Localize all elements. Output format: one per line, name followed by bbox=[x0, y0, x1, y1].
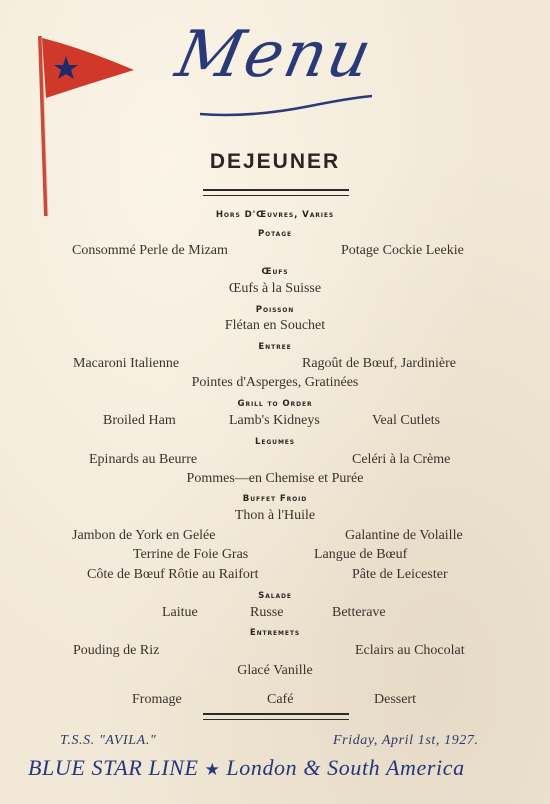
menu-item: Café bbox=[267, 692, 294, 707]
menu-item: Glacé Vanille bbox=[237, 663, 313, 678]
menu-title: Menu bbox=[169, 18, 380, 92]
menu-item: Thon à l'Huile bbox=[234, 508, 316, 523]
title-flourish bbox=[190, 92, 380, 122]
company-line bbox=[28, 755, 538, 781]
menu-item: Eclairs au Chocolat bbox=[355, 643, 465, 658]
menu-item: Fromage bbox=[132, 692, 182, 707]
menu-item: Flétan en Souchet bbox=[224, 318, 326, 333]
menu-item: Galantine de Volaille bbox=[345, 528, 463, 543]
menu-item: Celéri à la Crème bbox=[352, 452, 451, 467]
menu-item: Veal Cutlets bbox=[372, 413, 441, 428]
meal-heading: DEJEUNER bbox=[209, 150, 341, 173]
menu-item: Pommes—en Chemise et Purée bbox=[186, 471, 364, 486]
menu-item: Russe bbox=[250, 605, 284, 620]
menu-item: Pouding de Riz bbox=[73, 643, 160, 658]
ship-name: T.S.S. "AVILA." bbox=[60, 733, 157, 748]
section-entree: Entree bbox=[258, 342, 292, 352]
section-hors-doeuvres: Hors D'Œuvres, Varies bbox=[215, 210, 335, 220]
menu-item: Terrine de Foie Gras bbox=[133, 547, 249, 562]
menu-item: Pâte de Leicester bbox=[352, 567, 448, 582]
section-potage: Potage bbox=[257, 229, 293, 239]
section-grill: Grill to Order bbox=[237, 399, 313, 409]
star-icon: ★ bbox=[204, 760, 221, 779]
menu-item: Jambon de York en Gelée bbox=[72, 528, 216, 543]
menu-item: Potage Cockie Leekie bbox=[341, 243, 464, 258]
menu-item: Broiled Ham bbox=[103, 413, 176, 428]
menu-item: Pointes d'Asperges, Gratinées bbox=[191, 375, 359, 390]
menu-item: Œufs à la Suisse bbox=[228, 281, 322, 296]
section-oeufs: Œufs bbox=[261, 267, 289, 277]
menu-item: Ragoût de Bœuf, Jardinière bbox=[302, 356, 456, 371]
bottom-divider bbox=[203, 713, 349, 720]
menu-item: Epinards au Beurre bbox=[89, 452, 198, 467]
menu-item: Betterave bbox=[332, 605, 386, 620]
menu-date: Friday, April 1st, 1927. bbox=[333, 733, 479, 748]
top-divider bbox=[203, 189, 349, 196]
menu-item: Côte de Bœuf Rôtie au Raifort bbox=[87, 567, 259, 582]
section-salade: Salade bbox=[258, 591, 292, 601]
menu-item: Laitue bbox=[162, 605, 198, 620]
company-name: BLUE STAR LINE bbox=[28, 755, 199, 780]
section-buffet: Buffet Froid bbox=[242, 494, 308, 504]
company-route: London & South America bbox=[226, 755, 465, 780]
blue-star-line-pennant-icon bbox=[22, 30, 142, 220]
menu-item: Langue de Bœuf bbox=[314, 547, 408, 562]
section-entremets: Entremets bbox=[249, 628, 301, 638]
section-poisson: Poisson bbox=[255, 305, 295, 315]
menu-item: Lamb's Kidneys bbox=[229, 413, 320, 428]
menu-item: Consommé Perle de Mizam bbox=[72, 243, 228, 258]
menu-item: Dessert bbox=[374, 692, 416, 707]
menu-item: Macaroni Italienne bbox=[73, 356, 180, 371]
section-legumes: Legumes bbox=[254, 437, 296, 447]
